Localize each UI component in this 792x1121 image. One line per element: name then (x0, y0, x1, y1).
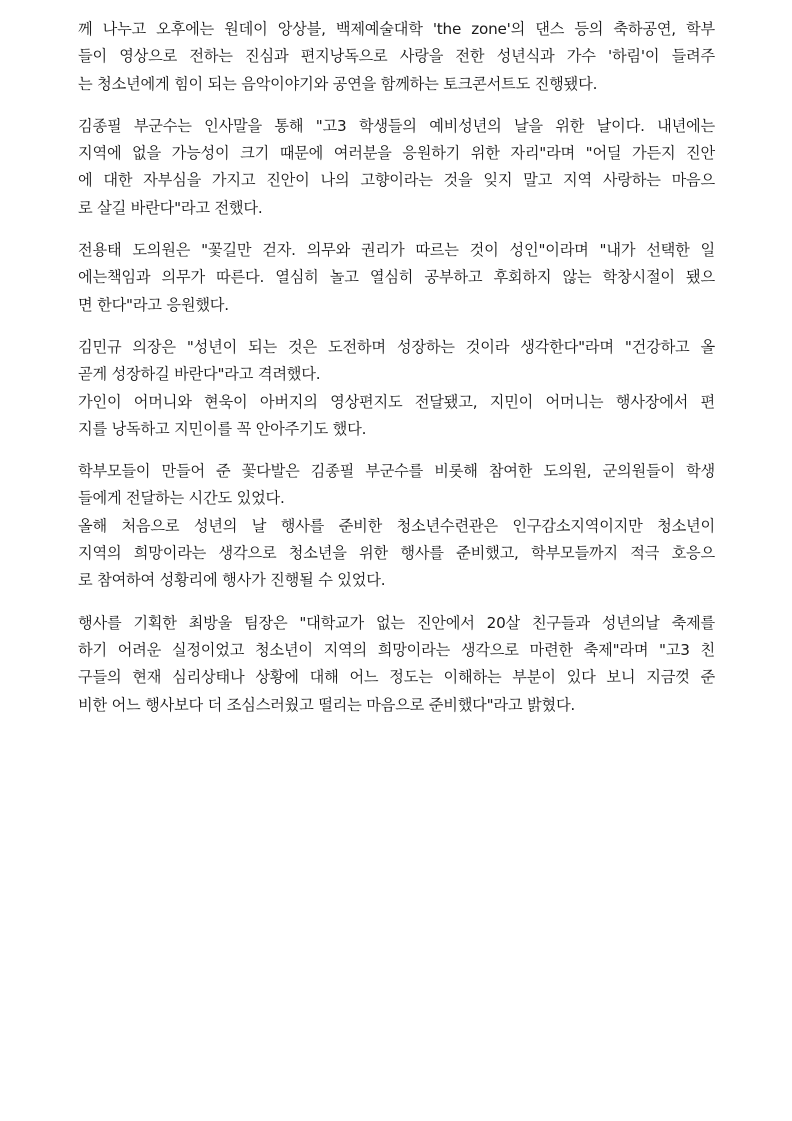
text-line: 들에게 전달하는 시간도 있었다. (78, 489, 285, 508)
text-line: 에는책임과 의무가 따른다. 열심히 놀고 열심히 공부하고 후회하지 않는 학창시절이 됐으 (78, 268, 715, 287)
text-line: 는 청소년에게 힘이 되는 음악이야기와 공연을 함께하는 토크콘서트도 진행됐다. (78, 74, 598, 93)
paragraph-assemblyman-quote (78, 237, 715, 319)
text-line: 학부모들이 만들어 준 꽃다발은 김종필 부군수를 비롯해 참여한 도의원, 군의원들이 학생 (78, 462, 715, 481)
paragraph-youth-center (78, 513, 715, 595)
text-line: 구들의 현재 심리상태나 상황에 대해 어느 정도는 이해하는 부분이 있다 보니 지금껏 준 (78, 668, 715, 687)
text-line: 들이 영상으로 전하는 진심과 편지낭독으로 사랑을 전한 성년식과 가수 '하림'이 들려주 (78, 47, 715, 66)
paragraph-video-letters (78, 389, 715, 444)
text-line: 하기 어려운 실정이었고 청소년이 지역의 희망이라는 생각으로 마련한 축제"라며 "고3 친 (78, 640, 715, 659)
text-line: 김종필 부군수는 인사말을 통해 "고3 학생들의 예비성년의 날을 위한 날이다. 내년에는 (78, 116, 715, 135)
text-line: 지역의 희망이라는 생각으로 청소년을 위한 행사를 준비했고, 학부모들까지 적극 호응으 (78, 544, 715, 563)
text-line: 곧게 성장하길 바란다"라고 격려했다. (78, 365, 321, 384)
text-line: 지를 낭독하고 지민이를 꼭 안아주기도 했다. (78, 419, 367, 438)
text-line: 로 살길 바란다"라고 전했다. (78, 198, 263, 217)
text-line: 가인이 어머니와 현욱이 아버지의 영상편지도 전달됐고, 지민이 어머니는 행사장에서 편 (78, 392, 715, 411)
text-line: 로 참여하여 성황리에 행사가 진행될 수 있었다. (78, 571, 386, 590)
text-line: 께 나누고 오후에는 원데이 앙상블, 백제예술대학 'the zone'의 댄스 등의 축하공연, 학부 (78, 20, 715, 38)
paragraph-vice-governor-speech (78, 113, 715, 222)
text-line: 올해 처음으로 성년의 날 행사를 준비한 청소년수련관은 인구감소지역이지만 청소년이 (78, 516, 715, 535)
text-line: 에 대한 자부심을 가지고 진안이 나의 고향이라는 것을 잊지 말고 지역 사랑하는 마음으 (78, 171, 715, 190)
paragraph-celebration-performances (78, 16, 715, 98)
text-line: 전용태 도의원은 "꽃길만 걷자. 의무와 권리가 따르는 것이 성인"이라며 "내가 선택한 일 (78, 241, 715, 260)
text-line: 지역에 없을 가능성이 크기 때문에 여러분을 응원하기 위한 자리"라며 "어딜 가든지 진안 (78, 144, 715, 163)
text-line: 행사를 기획한 최방울 팀장은 "대학교가 없는 진안에서 20살 친구들과 성년의날 축제를 (78, 613, 715, 632)
text-line: 면 한다"라고 응원했다. (78, 295, 229, 314)
article-body (78, 16, 715, 734)
text-line: 비한 어느 행사보다 더 조심스러웠고 떨리는 마음으로 준비했다"라고 밝혔다. (78, 695, 576, 714)
paragraph-chairman-quote (78, 334, 715, 389)
text-line: 김민규 의장은 "성년이 되는 것은 도전하며 성장하는 것이라 생각한다"라며 "건강하고 올 (78, 337, 715, 356)
paragraph-bouquet (78, 458, 715, 513)
paragraph-team-leader-quote (78, 610, 715, 719)
